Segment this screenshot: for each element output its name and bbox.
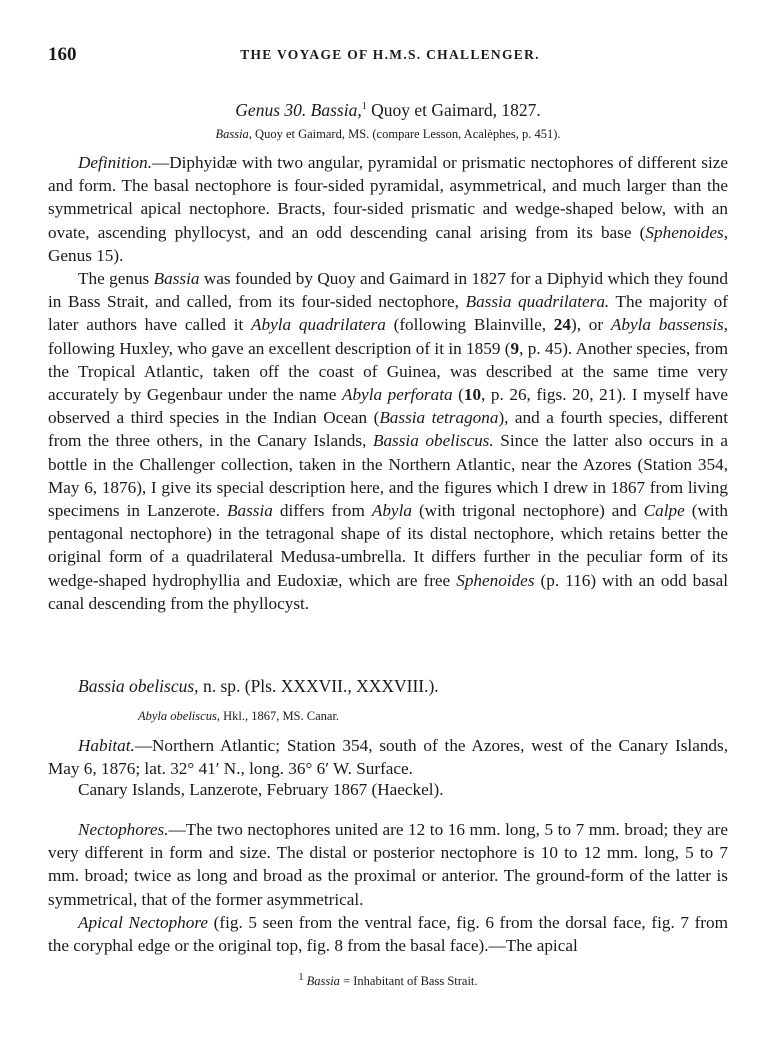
footnote-term: Bassia <box>306 974 340 988</box>
taxon-name: Bassia quadrilatera. <box>465 292 610 312</box>
nectophores-label: Nectophores. <box>78 820 169 839</box>
apical-paragraph <box>48 911 728 957</box>
definition-ref: Sphenoides, <box>645 222 728 242</box>
apical-label: Apical Nectophore <box>78 913 209 932</box>
genus-synonymy <box>0 127 776 142</box>
history-text: Since the latter also occurs in a bottle in the Challenger collection, taken in the Northern Atlantic, near the Azores (Station 354, May 6, 1876), I give its special description here, and the figures which I drew in 1867 from living specimens in Lanzerote. <box>48 431 728 521</box>
history-text: (p. 116) with an odd basal canal descending from the phyllocyst. <box>48 570 729 613</box>
taxon-name: Abyla bassensis, <box>610 315 728 335</box>
history-text: ), or <box>570 315 611 335</box>
genus-heading <box>0 100 776 121</box>
genus-authority: Quoy et Gaimard, 1827. <box>371 100 541 120</box>
history-text: ), and a fourth species, different from the three others, in the Canary Islands, <box>48 408 728 451</box>
history-text: ( <box>452 385 464 405</box>
nectophores-text: —The two nectophores united are 12 to 16 mm. long, 5 to 7 mm. broad; they are very different in form and size. The distal or posterior nectophore is 10 to 12 mm. long, 5 to 7 mm. broad; twice as long and broad as the proximal or anterior. The ground-form of the latter is symmetrical, that of the former asymmetrical. <box>48 820 728 909</box>
species-synonymy <box>138 709 339 724</box>
footnote-mark: 1 <box>298 971 304 983</box>
footnote-reference: 1 <box>361 101 367 113</box>
journal-title: THE VOYAGE OF H.M.S. CHALLENGER. <box>240 47 540 62</box>
taxon-name: Bassia <box>227 501 273 521</box>
taxon-name: Bassia obeliscus. <box>372 431 494 451</box>
genus-name: Bassia, <box>310 100 362 120</box>
genus-label: Genus 30. <box>235 100 307 120</box>
definition-text: —Diphyidæ with two angular, pyramidal or prismatic nectophores of different size and form. The basal nectophore is four-sided pyramidal, asymmetrical, and much larger than the symmetrical apical nectophore. Bracts, four-sided prismatic and wedge-shaped below, with an ovate, ascending phyllocyst, and an odd descending canal arising from its base ( <box>48 153 728 242</box>
taxon-name: Sphenoides <box>456 570 535 590</box>
species-name: Bassia obeliscus, <box>78 676 199 696</box>
species-synonymy-name: Abyla obeliscus, <box>138 709 220 723</box>
definition-paragraph <box>48 151 728 267</box>
synonymy-name: Bassia, <box>215 127 252 141</box>
footnote-text: = Inhabitant of Bass Strait. <box>339 974 478 988</box>
species-synonymy-text: Hkl., 1867, MS. Canar. <box>219 709 340 723</box>
history-text: (with trigonal nectophore) and <box>411 501 644 521</box>
synonymy-text: Quoy et Gaimard, MS. (compare Lesson, Acalèphes, p. 451). <box>255 127 561 141</box>
locality-line: Canary Islands, Lanzerote, February 1867 (Haeckel). <box>78 780 444 799</box>
history-text: differs from <box>272 501 372 521</box>
taxon-name: Abyla perforata <box>341 385 453 405</box>
taxon-name: Bassia <box>153 269 200 288</box>
taxon-name: Bassia tetragona <box>379 408 499 428</box>
footnote <box>0 971 776 989</box>
reference-number: 9 <box>510 338 520 358</box>
history-text: The genus <box>78 269 154 288</box>
running-head <box>48 44 732 68</box>
page-number: 160 <box>48 44 77 65</box>
species-plates: n. sp. (Pls. XXXVII., XXXVIII.). <box>198 676 439 696</box>
history-text: The majority of later authors have called it <box>48 292 729 335</box>
apical-text: (fig. 5 seen from the ventral face, fig. 6 from the dorsal face, fig. 7 from the coryphal edge or the original top, fig. 8 from the basal face).—The apical <box>48 913 728 956</box>
habitat-text: —Northern Atlantic; Station 354, south of the Azores, west of the Canary Islands, May 6, 1876; lat. 32° 41′ N., long. 36° 6′ W. Surface. <box>48 736 728 779</box>
definition-label: Definition. <box>78 153 152 172</box>
nectophores-paragraph <box>48 818 728 911</box>
habitat-paragraph <box>48 734 728 780</box>
reference-number: 24 <box>553 315 571 335</box>
reference-number: 10 <box>463 385 482 405</box>
history-paragraph <box>48 267 728 615</box>
taxon-name: Abyla quadrilatera <box>251 315 386 335</box>
history-text: was founded by Quoy and Gaimard in 1827 for a Diphyid which they found in Bass Strait, and called, from its four-sided nectophore, <box>48 269 728 312</box>
taxon-name: Calpe <box>643 501 685 521</box>
history-text: , p. 45). Another species, from the Tropical Atlantic, taken off the coast of Guinea, was described at the same time very accurately by Gegenbaur under the name <box>48 338 728 405</box>
history-text: (following Blainville, <box>385 315 554 335</box>
history-text: following Huxley, who gave an excellent description of it in 1859 ( <box>48 338 511 358</box>
taxon-name: Abyla <box>371 501 412 521</box>
history-text: , p. 26, figs. 20, 21). I myself have observed a third species in the Indian Ocean ( <box>48 385 728 428</box>
definition-text-end: Genus 15). <box>48 245 124 265</box>
species-heading <box>78 676 439 697</box>
habitat-label: Habitat. <box>78 736 135 755</box>
history-text: (with pentagonal nectophore) in the tetragonal shape of its distal nectophore, which retains better the original form of a quadrilateral Medusa-umbrella. It differs further in the peculiar form of its wedge-shaped hydrophyllia and Eudoxiæ, which are free <box>48 501 728 590</box>
